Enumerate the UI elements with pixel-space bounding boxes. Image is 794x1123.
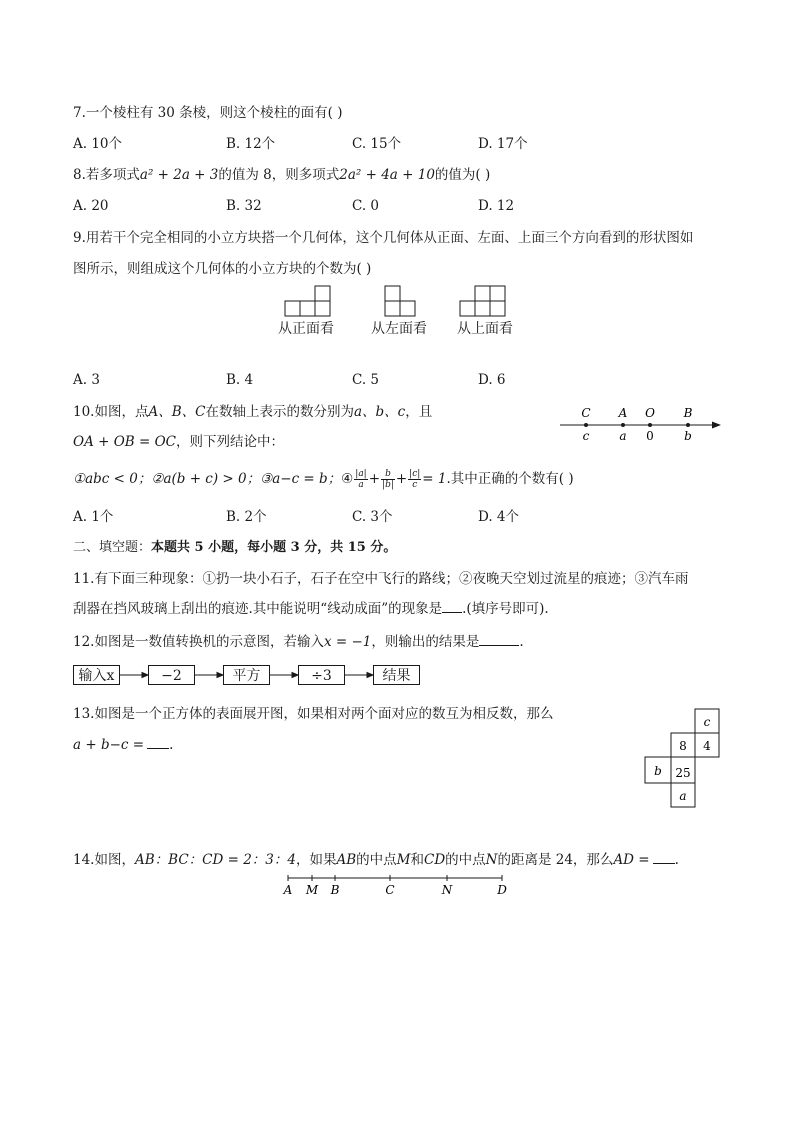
q10-option-b[interactable]: B. 2个 [226, 509, 267, 525]
q14-ratio: AB：BC：CD = 2：3：4 [134, 852, 296, 868]
section-2-header [73, 539, 396, 557]
segment-label-m: M [305, 883, 319, 897]
q10-line1-prefix: 10.如图，点 [73, 404, 149, 420]
arrow-head [217, 673, 223, 678]
q8-expr1: a² + 2a + 3 [139, 167, 219, 183]
q12-input-value: x = −1 [323, 634, 372, 650]
arrow-head [142, 673, 148, 678]
value-label-c: c [582, 429, 590, 443]
q8-option-c[interactable]: C. 0 [352, 198, 380, 214]
conclusion-4-result: = 1 [422, 471, 447, 487]
q10-line1-mid: 在数轴上表示的数分别为 [205, 404, 354, 420]
q14-ad-expression: AD = [613, 852, 650, 868]
q14-text: 和 [410, 852, 424, 868]
q8-expr2: 2a² + 4a + 10 [339, 167, 435, 183]
net-label-b: b [654, 764, 662, 778]
arrow-head [367, 673, 373, 678]
q10-number-line [555, 403, 725, 445]
plus-sign: + [395, 471, 408, 487]
flow-box-divide-3: ÷3 [298, 665, 345, 685]
net-label-c: c [703, 715, 711, 729]
q13-line2 [73, 736, 173, 754]
q14-segment-figure [280, 872, 510, 898]
q14-text: 的距离是 24，那么 [497, 852, 614, 868]
q11-answer-blank[interactable] [442, 600, 462, 613]
q12-stem [73, 633, 524, 651]
front-view-squares [285, 286, 330, 316]
point-label-b: B [683, 406, 693, 420]
q14-answer-blank[interactable] [653, 851, 675, 864]
point-a-dot [621, 423, 625, 427]
segment-label-c: C [385, 883, 395, 897]
conclusion-2: ②a(b + c) > 0； [151, 471, 261, 487]
q10-points: A、B、C [148, 404, 206, 420]
q14-segment-ab: AB [336, 852, 357, 868]
fraction-abs-c-over-c: $\frac{|c|}{c}$ [409, 469, 421, 490]
fraction-b-over-abs-b: $\frac{b}{|b|}$ [382, 469, 394, 490]
point-label-o: O [645, 406, 655, 420]
flow-box-input: 输入x [73, 665, 120, 685]
q10-option-d[interactable]: D. 4个 [478, 509, 520, 525]
q7-option-c[interactable]: C. 15个 [352, 136, 402, 152]
segment-label-b: B [330, 883, 340, 897]
q7-stem: 7.一个棱柱有 30 条棱，则这个棱柱的面有( ) [73, 105, 343, 121]
arrow-head [292, 673, 298, 678]
q8-option-d[interactable]: D. 12 [478, 198, 515, 214]
net-label-4: 4 [703, 739, 711, 753]
q12-suffix: . [519, 634, 524, 650]
q10-condition: OA + OB = OC [73, 434, 176, 450]
q9-stem-line1: 9.用若干个完全相同的小立方块搭一个几何体，这个几何体从正面、左面、上面三个方向看到的形状图如 [73, 230, 694, 246]
q14-stem [73, 851, 679, 869]
segment-label-d: D [497, 883, 507, 897]
q9-stem-line2: 图所示，则组成这个几何体的小立方块的个数为( ) [73, 261, 372, 277]
q9-option-a[interactable]: A. 3 [73, 372, 100, 388]
q14-point-m: M [396, 852, 411, 868]
q8-option-a[interactable]: A. 20 [73, 198, 109, 214]
point-label-c: C [581, 406, 591, 420]
value-label-0: 0 [646, 429, 654, 443]
q8-mid: 的值为 8，则多项式 [218, 167, 340, 183]
net-label-8: 8 [679, 739, 687, 753]
section-2-scoring: 本题共 5 小题，每小题 3 分，共 15 分。 [151, 540, 397, 555]
q14-text: 的中点 [356, 852, 397, 868]
top-view-squares [460, 286, 505, 316]
q14-prefix: 14.如图， [73, 852, 135, 868]
q11-line2-suffix: .(填序号即可). [462, 601, 549, 617]
flow-arrows [120, 665, 380, 685]
value-label-a: a [619, 429, 627, 443]
conclusion-3: ③a−c = b； [260, 471, 342, 487]
q9-option-c[interactable]: C. 5 [352, 372, 380, 388]
q13-answer-blank[interactable] [147, 736, 169, 749]
point-label-a: A [618, 406, 628, 420]
net-label-a: a [679, 789, 687, 803]
point-b-dot [686, 423, 690, 427]
segment-label-a: A [283, 883, 293, 897]
q10-line1 [73, 403, 432, 421]
caption-front-view: 从正面看 [278, 321, 334, 337]
q10-line2-suffix: ，则下列结论中： [176, 434, 284, 450]
q11-line2 [73, 600, 549, 618]
q13-line1: 13.如图是一个正方体的表面展开图，如果相对两个面对应的数互为相反数，那么 [73, 706, 554, 722]
q9-option-d[interactable]: D. 6 [478, 372, 506, 388]
q14-segment-cd: CD [423, 852, 446, 868]
q10-line2 [73, 433, 284, 451]
number-line-arrow [712, 422, 721, 429]
plus-sign: + [368, 471, 381, 487]
value-label-b: b [684, 429, 692, 443]
conclusion-1: ①abc < 0； [73, 471, 152, 487]
point-c-dot [584, 423, 588, 427]
q12-mid: ，则输出的结果是 [371, 634, 480, 650]
q11-line1: 11.有下面三种现象：①扔一块小石子，石子在空中飞行的路线；②夜晚天空划过流星的痕迹；③汽车雨 [73, 571, 689, 587]
q14-point-n: N [485, 852, 498, 868]
q12-answer-blank[interactable] [479, 633, 519, 646]
q8-stem [73, 166, 490, 184]
q10-question-end: .其中正确的个数有( ) [446, 471, 574, 487]
q11-line2-text: 刮器在挡风玻璃上刮出的痕迹.其中能说明“线动成面”的现象是 [73, 601, 443, 617]
flow-box-minus-2: −2 [148, 665, 195, 685]
point-o-dot [648, 423, 652, 427]
segment-label-n: N [441, 883, 453, 897]
q13-expression: a + b−c = [73, 737, 145, 753]
q10-option-a[interactable]: A. 1个 [73, 509, 114, 525]
q8-option-b[interactable]: B. 32 [226, 198, 262, 214]
q10-values: a、b、c [353, 404, 406, 420]
q10-line1-suffix: ，且 [405, 404, 433, 420]
net-label-25: 25 [675, 766, 691, 780]
q9-option-b[interactable]: B. 4 [226, 372, 254, 388]
fraction-abs-a-over-a: $\frac{|a|}{a}$ [355, 469, 367, 490]
q7-option-d[interactable]: D. 17个 [478, 136, 528, 152]
q7-option-a[interactable]: A. 10个 [73, 136, 123, 152]
flow-box-square: 平方 [223, 665, 270, 685]
q14-text: 的中点 [445, 852, 486, 868]
q12-prefix: 12.如图是一数值转换机的示意图，若输入 [73, 634, 324, 650]
q10-option-c[interactable]: C. 3个 [352, 509, 393, 525]
q13-cube-net [643, 708, 721, 808]
q14-suffix: . [674, 852, 679, 868]
flow-box-result: 结果 [373, 665, 420, 685]
q8-prefix: 8.若多项式 [73, 167, 140, 183]
q8-suffix: 的值为( ) [434, 167, 491, 183]
left-view-squares [385, 286, 415, 316]
q13-suffix: . [169, 737, 174, 753]
q10-conclusions [73, 466, 574, 492]
caption-left-view: 从左面看 [371, 321, 427, 337]
q14-text: ，如果 [295, 852, 337, 868]
q9-views-figure [280, 284, 530, 318]
section-2-title: 二、填空题： [73, 540, 152, 555]
conclusion-4-marker: ④ [341, 471, 354, 487]
q7-option-b[interactable]: B. 12个 [226, 136, 276, 152]
caption-top-view: 从上面看 [457, 321, 513, 337]
